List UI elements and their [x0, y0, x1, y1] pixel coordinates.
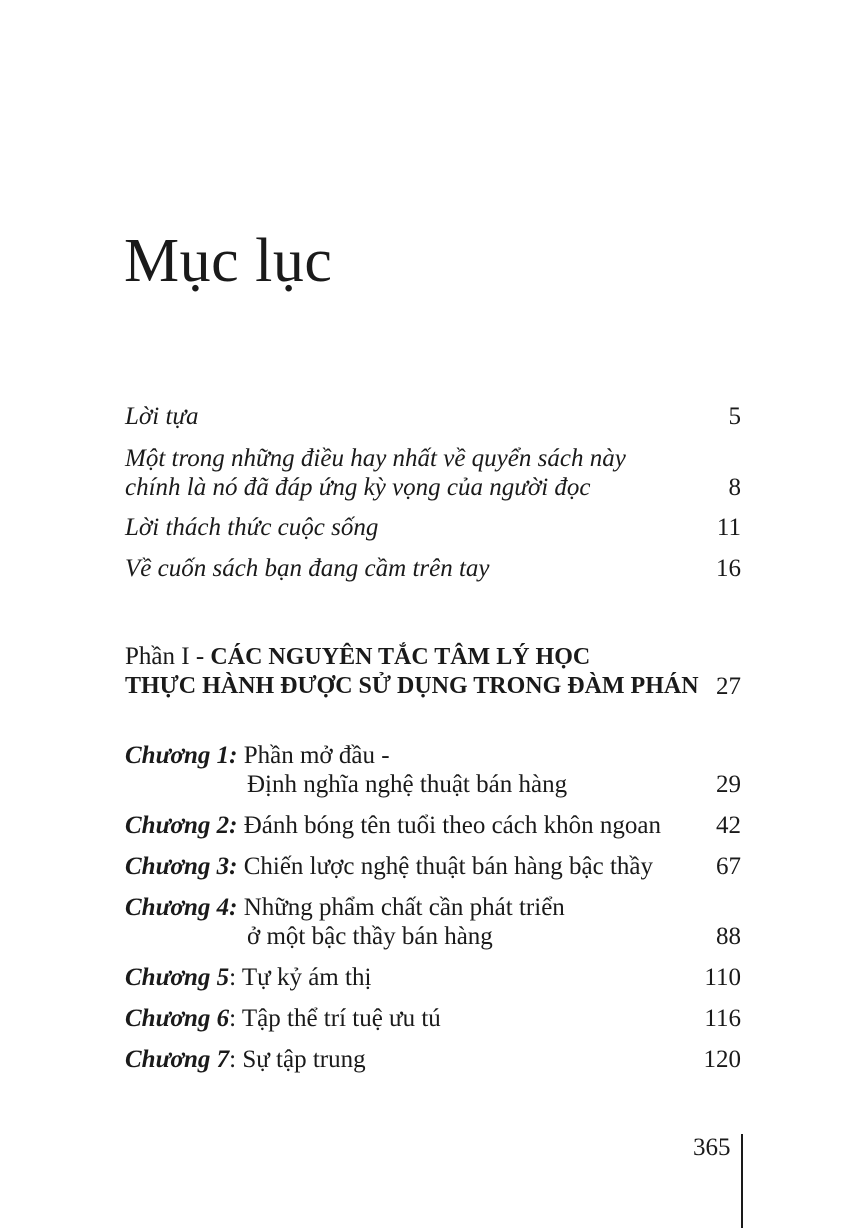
toc-entry-title: Lời tựa: [125, 403, 199, 430]
page-number: 365: [693, 1134, 731, 1161]
toc-entry-page: 116: [704, 1005, 741, 1032]
chapter-title: Đánh bóng tên tuổi theo cách khôn ngoan: [237, 812, 661, 839]
toc-entry-page: 29: [716, 771, 741, 798]
toc-entry-page: 42: [716, 812, 741, 839]
toc-chapter-4: [125, 893, 741, 951]
chapter-title: : Sự tập trung: [229, 1046, 366, 1073]
toc-chapter-7: [125, 1045, 741, 1074]
toc-chapter-5: [125, 963, 741, 992]
chapter-title: : Tự kỷ ám thị: [229, 964, 372, 991]
chapter-title: Chiến lược nghệ thuật bán hàng bậc thầy: [237, 853, 653, 880]
toc-entry-page: 27: [716, 673, 741, 700]
toc-entry-preface: [125, 402, 741, 431]
toc-chapter-6: [125, 1004, 741, 1033]
chapter-title-line1: Những phẩm chất cần phát triển: [237, 894, 565, 921]
toc-entry-page: 120: [703, 1046, 741, 1073]
chapter-title: : Tập thể trí tuệ ưu tú: [229, 1005, 441, 1032]
toc-entry-title-line2: chính là nó đã đáp ứng kỳ vọng của người đọc: [125, 474, 591, 501]
toc-entry-page: 88: [716, 923, 741, 950]
toc-entry-about-book: [125, 554, 741, 583]
chapter-label: Chương 7: [125, 1046, 230, 1073]
toc-entry-title: Về cuốn sách bạn đang cầm trên tay: [125, 555, 490, 582]
toc-entry-life-challenge: [125, 513, 741, 542]
chapter-title-line2: ở một bậc thầy bán hàng: [247, 923, 493, 950]
toc-chapter-3: [125, 852, 741, 881]
toc-entry-page: 16: [716, 555, 741, 582]
part-title-line2: THỰC HÀNH ĐƯỢC SỬ DỤNG TRONG ĐÀM PHÁN: [125, 673, 699, 699]
chapter-label: Chương 4:: [125, 894, 238, 921]
toc-entry-title: Lời thách thức cuộc sống: [125, 514, 379, 541]
toc-entry-page: 110: [704, 964, 741, 991]
chapter-title-line1: Phần mở đầu -: [237, 742, 390, 769]
toc-chapter-1: [125, 741, 741, 799]
toc-entry-page: 8: [728, 474, 741, 501]
toc-entry-page: 11: [716, 514, 741, 541]
toc-entry-title-line1: Một trong những điều hay nhất về quyển sách này: [125, 445, 626, 472]
toc-entry-page: 67: [716, 853, 741, 880]
chapter-title-line2: Định nghĩa nghệ thuật bán hàng: [247, 771, 568, 798]
vertical-rule: [741, 1134, 743, 1228]
chapter-label: Chương 5: [125, 964, 230, 991]
part-label: Phần I -: [125, 643, 211, 670]
chapter-label: Chương 6: [125, 1005, 230, 1032]
toc-entry-best-thing: [125, 444, 741, 502]
chapter-label: Chương 2:: [125, 812, 238, 839]
chapter-label: Chương 3:: [125, 853, 238, 880]
chapter-label: Chương 1:: [125, 742, 238, 769]
page-title: Mục lục: [124, 226, 333, 295]
toc-part-1: [125, 642, 741, 701]
toc-chapter-2: [125, 811, 741, 840]
part-title-line1: CÁC NGUYÊN TẮC TÂM LÝ HỌC: [210, 644, 591, 670]
toc-entry-page: 5: [728, 403, 741, 430]
